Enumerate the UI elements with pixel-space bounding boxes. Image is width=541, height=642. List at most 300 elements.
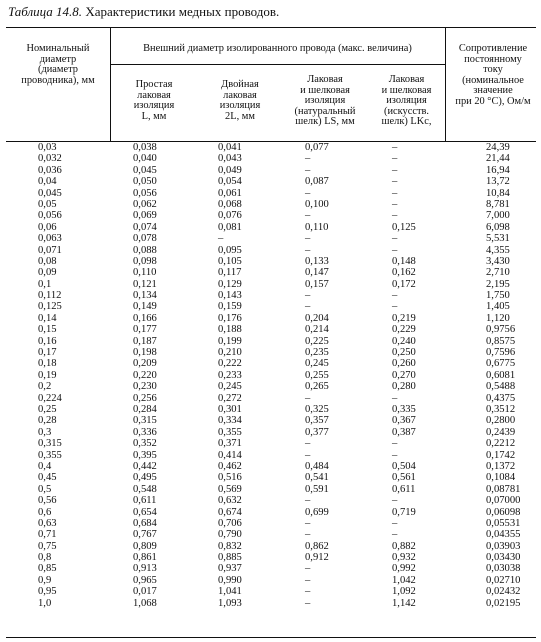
cell-lacquer-artificial-silk: – <box>392 233 398 245</box>
table-top-rule <box>6 27 536 28</box>
table-row <box>0 245 541 256</box>
table-row <box>0 336 541 347</box>
cell-single-lacquer: 0,078 <box>133 233 157 245</box>
cell-single-lacquer: 0,209 <box>133 358 157 370</box>
cell-double-lacquer: 0,233 <box>218 369 242 381</box>
cell-lacquer-artificial-silk: 0,240 <box>392 335 416 347</box>
cell-nominal-diameter: 0,18 <box>38 358 57 370</box>
table-row <box>0 222 541 233</box>
table-row <box>0 347 541 358</box>
cell-resistance: 0,08781 <box>486 483 521 495</box>
header-line: проводника), мм <box>21 74 95 86</box>
table-row <box>0 233 541 244</box>
cell-lacquer-artificial-silk: 1,092 <box>392 586 416 598</box>
cell-double-lacquer: 0,937 <box>218 563 242 575</box>
cell-lacquer-natural-silk: – <box>305 563 311 575</box>
cell-nominal-diameter: 0,071 <box>38 244 62 256</box>
cell-double-lacquer: 0,054 <box>218 176 242 188</box>
cell-lacquer-artificial-silk: – <box>392 142 398 153</box>
cell-double-lacquer: 0,176 <box>218 312 242 324</box>
cell-nominal-diameter: 0,224 <box>38 392 62 404</box>
cell-resistance: 0,1084 <box>486 472 516 484</box>
table-row <box>0 450 541 461</box>
header-line: изоляция <box>386 95 427 107</box>
cell-lacquer-natural-silk: – <box>305 495 311 507</box>
cell-double-lacquer: 0,049 <box>218 164 242 176</box>
cell-double-lacquer: 0,990 <box>218 574 242 586</box>
cell-lacquer-artificial-silk: – <box>392 392 398 404</box>
table-row <box>0 427 541 438</box>
cell-lacquer-natural-silk: – <box>305 586 311 598</box>
table-row <box>0 563 541 574</box>
cell-double-lacquer: 0,188 <box>218 324 242 336</box>
cell-lacquer-artificial-silk: 0,148 <box>392 255 416 267</box>
cell-resistance: 5,531 <box>486 233 510 245</box>
cell-nominal-diameter: 0,036 <box>38 164 62 176</box>
header-line: (искусств. <box>384 105 429 117</box>
cell-nominal-diameter: 0,125 <box>38 301 62 313</box>
cell-single-lacquer: 0,230 <box>133 381 157 393</box>
cell-lacquer-natural-silk: – <box>305 187 311 199</box>
table-row <box>0 358 541 369</box>
cell-nominal-diameter: 0,09 <box>38 267 57 279</box>
cell-resistance: 1,120 <box>486 312 510 324</box>
header-line: Простая <box>135 79 173 90</box>
cell-double-lacquer: 0,076 <box>218 210 242 222</box>
table-row <box>0 518 541 529</box>
cell-double-lacquer: 0,159 <box>218 301 242 313</box>
cell-lacquer-natural-silk: – <box>305 233 311 245</box>
header-line: диаметр <box>39 53 77 65</box>
table-row <box>0 188 541 199</box>
cell-single-lacquer: 0,654 <box>133 506 157 518</box>
cell-nominal-diameter: 0,19 <box>38 369 57 381</box>
cell-lacquer-artificial-silk: 0,250 <box>392 347 416 359</box>
cell-resistance: 0,2800 <box>486 415 516 427</box>
cell-double-lacquer: 0,061 <box>218 187 242 199</box>
header-line: (натуральный <box>294 105 356 117</box>
cell-nominal-diameter: 0,1 <box>38 278 52 290</box>
cell-lacquer-natural-silk: – <box>305 392 311 404</box>
cell-lacquer-artificial-silk: 0,219 <box>392 312 416 324</box>
cell-double-lacquer: 0,117 <box>218 267 242 279</box>
table-row <box>0 415 541 426</box>
cell-lacquer-artificial-silk: 0,611 <box>392 483 416 495</box>
cell-lacquer-natural-silk: 0,255 <box>305 369 329 381</box>
cell-resistance: 0,02710 <box>486 574 521 586</box>
cell-double-lacquer: 0,068 <box>218 198 242 210</box>
header-line: лаковая <box>137 89 171 101</box>
table-row <box>0 301 541 312</box>
cell-single-lacquer: 0,352 <box>133 438 157 450</box>
cell-double-lacquer: 0,832 <box>218 540 242 552</box>
cell-lacquer-natural-silk: 0,225 <box>305 335 329 347</box>
cell-double-lacquer: 0,355 <box>218 426 242 438</box>
cell-lacquer-artificial-silk: – <box>392 517 398 529</box>
cell-lacquer-artificial-silk: 0,992 <box>392 563 416 575</box>
header-single-lacquer <box>110 80 198 122</box>
cell-nominal-diameter: 0,8 <box>38 552 52 564</box>
cell-nominal-diameter: 0,16 <box>38 335 57 347</box>
cell-nominal-diameter: 0,315 <box>38 438 62 450</box>
header-nominal-diameter <box>6 44 110 86</box>
cell-nominal-diameter: 0,06 <box>38 221 57 233</box>
cell-double-lacquer: 0,129 <box>218 278 242 290</box>
cell-single-lacquer: 0,062 <box>133 198 157 210</box>
cell-nominal-diameter: 0,28 <box>38 415 57 427</box>
cell-nominal-diameter: 0,14 <box>38 312 57 324</box>
cell-single-lacquer: 0,134 <box>133 290 157 302</box>
cell-resistance: 16,94 <box>486 164 510 176</box>
header-line: Номинальный <box>26 43 90 54</box>
header-line: Двойная <box>221 79 259 90</box>
cell-lacquer-natural-silk: – <box>305 517 311 529</box>
cell-resistance: 13,72 <box>486 176 510 188</box>
cell-lacquer-artificial-silk: 0,387 <box>392 426 416 438</box>
cell-lacquer-natural-silk: 0,265 <box>305 381 329 393</box>
cell-resistance: 10,84 <box>486 187 510 199</box>
cell-single-lacquer: 0,336 <box>133 426 157 438</box>
cell-lacquer-artificial-silk: 0,172 <box>392 278 416 290</box>
cell-lacquer-natural-silk: – <box>305 244 311 256</box>
cell-resistance: 3,430 <box>486 255 510 267</box>
header-line: изоляция <box>219 100 261 112</box>
cell-single-lacquer: 0,315 <box>133 415 157 427</box>
cell-single-lacquer: 0,098 <box>133 255 157 267</box>
table-row <box>0 598 541 609</box>
cell-double-lacquer: 0,674 <box>218 506 242 518</box>
header-line: Лаковая <box>307 74 343 85</box>
cell-lacquer-natural-silk: 0,087 <box>305 176 329 188</box>
cell-lacquer-artificial-silk: 1,042 <box>392 574 416 586</box>
cell-single-lacquer: 0,611 <box>133 495 157 507</box>
cell-double-lacquer: 0,043 <box>218 153 242 165</box>
cell-single-lacquer: 0,198 <box>133 347 157 359</box>
cell-resistance: 0,06098 <box>486 506 521 518</box>
cell-lacquer-artificial-silk: 0,270 <box>392 369 416 381</box>
cell-resistance: 0,04355 <box>486 529 521 541</box>
cell-lacquer-artificial-silk: 0,260 <box>392 358 416 370</box>
cell-lacquer-natural-silk: – <box>305 597 311 609</box>
cell-nominal-diameter: 0,3 <box>38 426 52 438</box>
cell-single-lacquer: 0,256 <box>133 392 157 404</box>
table-row <box>0 290 541 301</box>
table-row <box>0 393 541 404</box>
cell-single-lacquer: 0,088 <box>133 244 157 256</box>
cell-lacquer-artificial-silk: – <box>392 187 398 199</box>
cell-single-lacquer: 0,220 <box>133 369 157 381</box>
table-row <box>0 484 541 495</box>
cell-resistance: 0,6081 <box>486 369 516 381</box>
cell-nominal-diameter: 0,9 <box>38 574 52 586</box>
cell-double-lacquer: 0,041 <box>218 142 242 153</box>
cell-nominal-diameter: 0,045 <box>38 187 62 199</box>
cell-single-lacquer: 0,861 <box>133 552 157 564</box>
header-line: Лаковая <box>388 74 425 85</box>
cell-single-lacquer: 0,913 <box>133 563 157 575</box>
cell-resistance: 6,098 <box>486 221 510 233</box>
header-line: при 20 °С), Ом/м <box>455 95 531 107</box>
cell-single-lacquer: 0,442 <box>133 460 157 472</box>
cell-lacquer-artificial-silk: – <box>392 529 398 541</box>
cell-single-lacquer: 0,187 <box>133 335 157 347</box>
cell-nominal-diameter: 0,56 <box>38 495 57 507</box>
cell-double-lacquer: – <box>218 233 224 245</box>
cell-resistance: 1,405 <box>486 301 510 313</box>
cell-lacquer-artificial-silk: – <box>392 495 398 507</box>
header-line: (номинальное <box>462 74 524 86</box>
table-row <box>0 267 541 278</box>
cell-double-lacquer: 1,041 <box>218 586 242 598</box>
cell-resistance: 4,355 <box>486 244 510 256</box>
cell-lacquer-natural-silk: 0,591 <box>305 483 329 495</box>
cell-single-lacquer: 0,284 <box>133 403 157 415</box>
cell-resistance: 0,9756 <box>486 324 516 336</box>
cell-nominal-diameter: 0,5 <box>38 483 52 495</box>
cell-double-lacquer: 0,569 <box>218 483 242 495</box>
header-double-lacquer <box>198 80 282 122</box>
cell-lacquer-artificial-silk: 0,719 <box>392 506 416 518</box>
cell-lacquer-natural-silk: – <box>305 210 311 222</box>
cell-single-lacquer: 0,017 <box>133 586 157 598</box>
table-row <box>0 142 541 153</box>
cell-nominal-diameter: 0,17 <box>38 347 57 359</box>
cell-resistance: 0,1372 <box>486 460 516 472</box>
cell-lacquer-artificial-silk: – <box>392 301 398 313</box>
header-line: 2L, мм <box>225 110 255 122</box>
cell-nominal-diameter: 0,063 <box>38 233 62 245</box>
table-row <box>0 586 541 597</box>
cell-nominal-diameter: 0,04 <box>38 176 57 188</box>
cell-lacquer-natural-silk: – <box>305 574 311 586</box>
cell-single-lacquer: 0,149 <box>133 301 157 313</box>
cell-resistance: 0,8575 <box>486 335 516 347</box>
header-line: изоляция <box>304 95 346 107</box>
table-caption-label: Таблица 14.8. <box>8 4 83 19</box>
header-line: L, мм <box>141 110 167 122</box>
cell-lacquer-artificial-silk: – <box>392 290 398 302</box>
cell-lacquer-artificial-silk: – <box>392 449 398 461</box>
cell-resistance: 0,03430 <box>486 552 521 564</box>
cell-lacquer-artificial-silk: 0,229 <box>392 324 416 336</box>
table-row <box>0 541 541 552</box>
header-line: Внешний диаметр изолированного провода (макс. величина) <box>143 43 412 54</box>
cell-double-lacquer: 0,790 <box>218 529 242 541</box>
cell-double-lacquer: 0,095 <box>218 244 242 256</box>
cell-lacquer-natural-silk: – <box>305 153 311 165</box>
cell-single-lacquer: 0,074 <box>133 221 157 233</box>
cell-lacquer-artificial-silk: 0,335 <box>392 403 416 415</box>
table-row <box>0 176 541 187</box>
cell-single-lacquer: 0,110 <box>133 267 157 279</box>
cell-double-lacquer: 0,199 <box>218 335 242 347</box>
cell-nominal-diameter: 0,056 <box>38 210 62 222</box>
cell-single-lacquer: 0,809 <box>133 540 157 552</box>
cell-lacquer-natural-silk: 0,100 <box>305 198 329 210</box>
cell-resistance: 1,750 <box>486 290 510 302</box>
cell-nominal-diameter: 0,95 <box>38 586 57 598</box>
cell-lacquer-natural-silk: 0,357 <box>305 415 329 427</box>
header-line: шелк) LKc, <box>381 116 432 128</box>
table-row <box>0 153 541 164</box>
cell-lacquer-artificial-silk: 0,882 <box>392 540 416 552</box>
cell-lacquer-natural-silk: – <box>305 449 311 461</box>
cell-lacquer-natural-silk: 0,235 <box>305 347 329 359</box>
cell-nominal-diameter: 0,112 <box>38 290 62 302</box>
cell-resistance: 2,195 <box>486 278 510 290</box>
cell-double-lacquer: 0,301 <box>218 403 242 415</box>
cell-lacquer-natural-silk: 0,245 <box>305 358 329 370</box>
cell-lacquer-artificial-silk: 0,162 <box>392 267 416 279</box>
cell-single-lacquer: 1,068 <box>133 597 157 609</box>
table-bottom-rule <box>6 637 536 638</box>
cell-nominal-diameter: 0,05 <box>38 198 57 210</box>
table-row <box>0 495 541 506</box>
cell-nominal-diameter: 0,45 <box>38 472 57 484</box>
header-line: и шелковая <box>381 84 432 96</box>
cell-double-lacquer: 1,093 <box>218 597 242 609</box>
cell-double-lacquer: 0,334 <box>218 415 242 427</box>
cell-nominal-diameter: 1,0 <box>38 597 52 609</box>
cell-lacquer-natural-silk: – <box>305 529 311 541</box>
cell-double-lacquer: 0,371 <box>218 438 242 450</box>
cell-resistance: 21,44 <box>486 153 510 165</box>
table-row <box>0 575 541 586</box>
cell-resistance: 0,1742 <box>486 449 516 461</box>
cell-lacquer-natural-silk: 0,147 <box>305 267 329 279</box>
cell-double-lacquer: 0,414 <box>218 449 242 461</box>
table-row <box>0 370 541 381</box>
cell-lacquer-artificial-silk: 1,142 <box>392 597 416 609</box>
cell-lacquer-artificial-silk: 0,125 <box>392 221 416 233</box>
table-row <box>0 552 541 563</box>
cell-lacquer-natural-silk: 0,077 <box>305 142 329 153</box>
cell-resistance: 0,07000 <box>486 495 521 507</box>
cell-lacquer-artificial-silk: 0,504 <box>392 460 416 472</box>
table-row <box>0 461 541 472</box>
table-row <box>0 279 541 290</box>
cell-lacquer-artificial-silk: – <box>392 210 398 222</box>
cell-resistance: 0,7596 <box>486 347 516 359</box>
cell-resistance: 0,2212 <box>486 438 516 450</box>
cell-double-lacquer: 0,706 <box>218 517 242 529</box>
cell-double-lacquer: 0,885 <box>218 552 242 564</box>
table-row <box>0 507 541 518</box>
table-caption-title: Характеристики медных проводов. <box>85 4 280 19</box>
header-lacquer-artificial-silk <box>368 75 445 128</box>
table-row <box>0 199 541 210</box>
cell-lacquer-artificial-silk: – <box>392 438 398 450</box>
cell-single-lacquer: 0,548 <box>133 483 157 495</box>
cell-single-lacquer: 0,050 <box>133 176 157 188</box>
cell-lacquer-natural-silk: 0,377 <box>305 426 329 438</box>
cell-double-lacquer: 0,222 <box>218 358 242 370</box>
cell-nominal-diameter: 0,15 <box>38 324 57 336</box>
cell-lacquer-artificial-silk: – <box>392 198 398 210</box>
cell-single-lacquer: 0,045 <box>133 164 157 176</box>
cell-resistance: 0,4375 <box>486 392 516 404</box>
table-row <box>0 210 541 221</box>
cell-nominal-diameter: 0,71 <box>38 529 57 541</box>
cell-lacquer-natural-silk: 0,110 <box>305 221 329 233</box>
cell-single-lacquer: 0,965 <box>133 574 157 586</box>
cell-nominal-diameter: 0,25 <box>38 403 57 415</box>
cell-lacquer-artificial-silk: 0,280 <box>392 381 416 393</box>
cell-nominal-diameter: 0,63 <box>38 517 57 529</box>
header-line: значение <box>473 85 513 97</box>
table-row <box>0 324 541 335</box>
cell-resistance: 0,5488 <box>486 381 516 393</box>
cell-single-lacquer: 0,121 <box>133 278 157 290</box>
cell-lacquer-natural-silk: – <box>305 301 311 313</box>
cell-single-lacquer: 0,495 <box>133 472 157 484</box>
cell-double-lacquer: 0,143 <box>218 290 242 302</box>
table-caption <box>8 4 279 20</box>
header-line: изоляция <box>133 100 175 112</box>
cell-nominal-diameter: 0,03 <box>38 142 57 153</box>
header-line: (диаметр <box>38 64 78 76</box>
header-line: лаковая <box>223 89 257 101</box>
cell-resistance: 0,02432 <box>486 586 521 598</box>
cell-nominal-diameter: 0,85 <box>38 563 57 575</box>
cell-single-lacquer: 0,684 <box>133 517 157 529</box>
cell-nominal-diameter: 0,032 <box>38 153 62 165</box>
header-line: току <box>483 64 503 76</box>
cell-double-lacquer: 0,210 <box>218 347 242 359</box>
cell-lacquer-artificial-silk: – <box>392 176 398 188</box>
cell-resistance: 0,03038 <box>486 563 521 575</box>
cell-resistance: 24,39 <box>486 142 510 153</box>
cell-lacquer-artificial-silk: 0,932 <box>392 552 416 564</box>
cell-resistance: 0,3512 <box>486 403 516 415</box>
cell-lacquer-natural-silk: – <box>305 290 311 302</box>
table-row <box>0 472 541 483</box>
cell-resistance: 0,6775 <box>486 358 516 370</box>
table-row <box>0 529 541 540</box>
cell-lacquer-natural-silk: 0,325 <box>305 403 329 415</box>
cell-lacquer-natural-silk: 0,699 <box>305 506 329 518</box>
cell-lacquer-artificial-silk: – <box>392 153 398 165</box>
cell-lacquer-artificial-silk: 0,561 <box>392 472 416 484</box>
table-row <box>0 256 541 267</box>
cell-double-lacquer: 0,105 <box>218 255 242 267</box>
table-row <box>0 313 541 324</box>
table-row <box>0 165 541 176</box>
cell-lacquer-artificial-silk: – <box>392 164 398 176</box>
cell-single-lacquer: 0,038 <box>133 142 157 153</box>
cell-lacquer-natural-silk: – <box>305 438 311 450</box>
header-line: Сопротивление <box>458 43 528 54</box>
cell-lacquer-natural-silk: 0,484 <box>305 460 329 472</box>
cell-double-lacquer: 0,081 <box>218 221 242 233</box>
cell-lacquer-natural-silk: – <box>305 164 311 176</box>
cell-lacquer-natural-silk: 0,862 <box>305 540 329 552</box>
cell-resistance: 8,781 <box>486 198 510 210</box>
cell-lacquer-natural-silk: 0,133 <box>305 255 329 267</box>
table-body <box>0 142 541 609</box>
group-header-rule <box>110 64 445 65</box>
header-line: и шелковая <box>300 84 350 96</box>
cell-lacquer-artificial-silk: 0,367 <box>392 415 416 427</box>
cell-resistance: 0,03903 <box>486 540 521 552</box>
cell-lacquer-natural-silk: 0,214 <box>305 324 329 336</box>
header-line: постоянному <box>464 53 522 65</box>
cell-double-lacquer: 0,632 <box>218 495 242 507</box>
table-row <box>0 381 541 392</box>
cell-resistance: 2,710 <box>486 267 510 279</box>
header-outer-diameter-group <box>110 44 445 55</box>
header-line: шелк) LS, мм <box>295 116 355 128</box>
